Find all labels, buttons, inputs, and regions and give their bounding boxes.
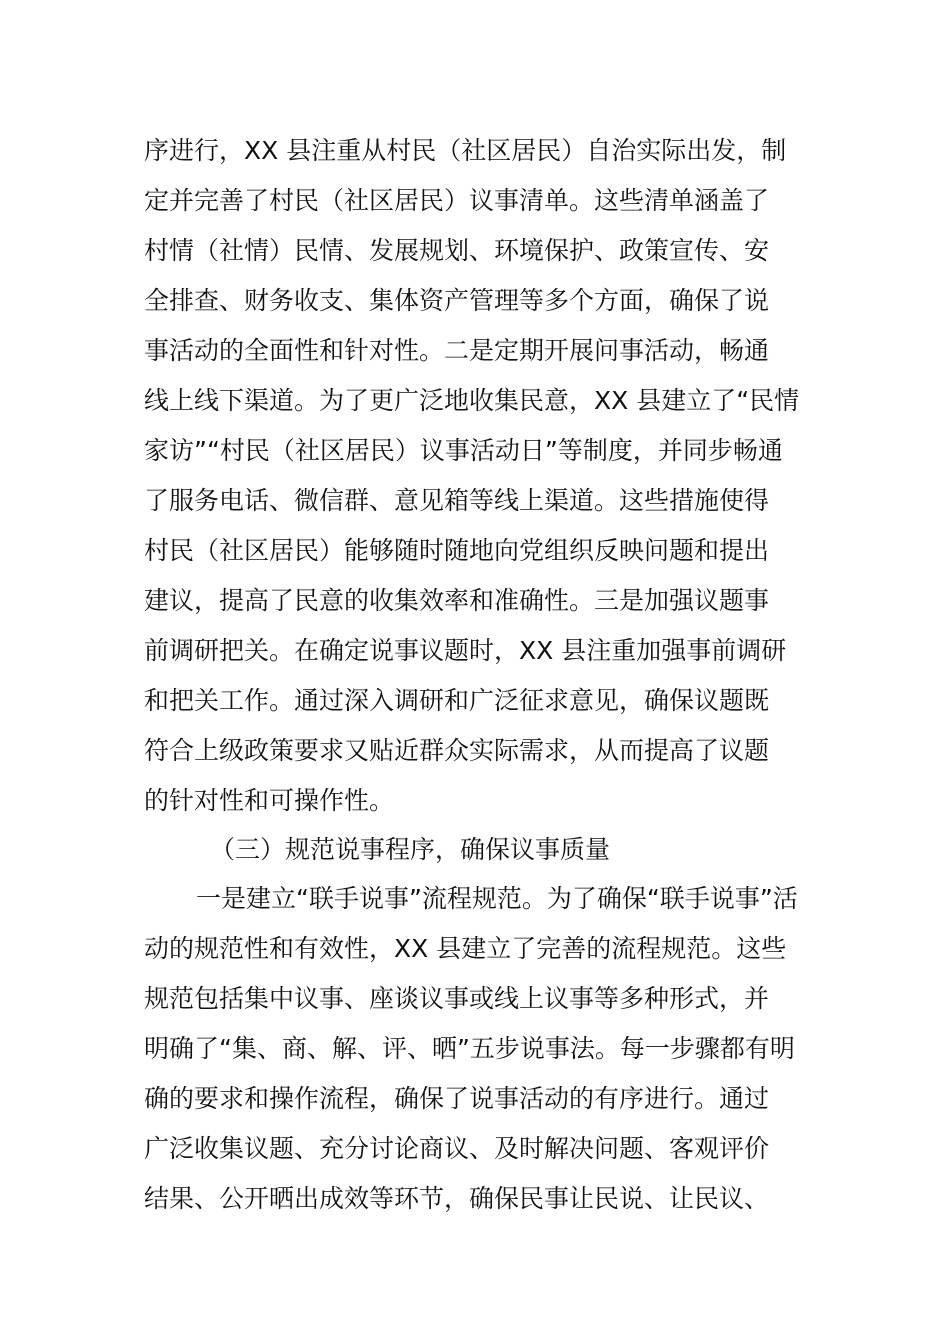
paragraph-line: 事活动的全面性和针对性。二是定期开展问事活动，畅通 (144, 336, 770, 365)
paragraph-line: 结果、公开晒出成效等环节，确保民事让民说、让民议、 (144, 1184, 770, 1213)
paragraph-line: 前调研把关。在确定说事议题时，XX 县注重加强事前调研 (144, 636, 787, 665)
paragraph-line: 确的要求和操作流程，确保了说事活动的有序进行。通过 (144, 1084, 770, 1113)
paragraph-line: 村情（社情）民情、发展规划、环境保护、政策宣传、安 (144, 236, 770, 265)
paragraph-line: 一是建立“联手说事”流程规范。为了确保“联手说事”活 (196, 884, 798, 913)
paragraph-line: 明确了“集、商、解、评、晒”五步说事法。每一步骤都有明 (144, 1034, 795, 1063)
paragraph-line: 动的规范性和有效性，XX 县建立了完善的流程规范。这些 (144, 934, 787, 963)
paragraph-line: 了服务电话、微信群、意见箱等线上渠道。这些措施使得 (144, 486, 770, 515)
paragraph-line: 全排查、财务收支、集体资产管理等多个方面，确保了说 (144, 286, 770, 315)
paragraph-line: 家访”“村民（社区居民）议事活动日”等制度，并同步畅通 (144, 436, 783, 465)
paragraph-line: 和把关工作。通过深入调研和广泛征求意见，确保议题既 (144, 686, 770, 715)
paragraph-line: 建议，提高了民意的收集效率和准确性。三是加强议题事 (144, 586, 770, 615)
paragraph-line: 序进行，XX 县注重从村民（社区居民）自治实际出发，制 (144, 136, 787, 165)
paragraph-line: 符合上级政策要求又贴近群众实际需求，从而提高了议题 (144, 736, 770, 765)
paragraph-line: 广泛收集议题、充分讨论商议、及时解决问题、客观评价 (144, 1134, 770, 1163)
paragraph-line: 的针对性和可操作性。 (144, 786, 395, 815)
section-heading: （三）规范说事程序，确保议事质量 (210, 835, 611, 864)
paragraph-line: 线上线下渠道。为了更广泛地收集民意，XX 县建立了“民情 (144, 386, 800, 415)
paragraph-line: 村民（社区居民）能够随时随地向党组织反映问题和提出 (144, 536, 770, 565)
paragraph-line: 规范包括集中议事、座谈议事或线上议事等多种形式，并 (144, 984, 770, 1013)
paragraph-line: 定并完善了村民（社区居民）议事清单。这些清单涵盖了 (144, 186, 770, 215)
